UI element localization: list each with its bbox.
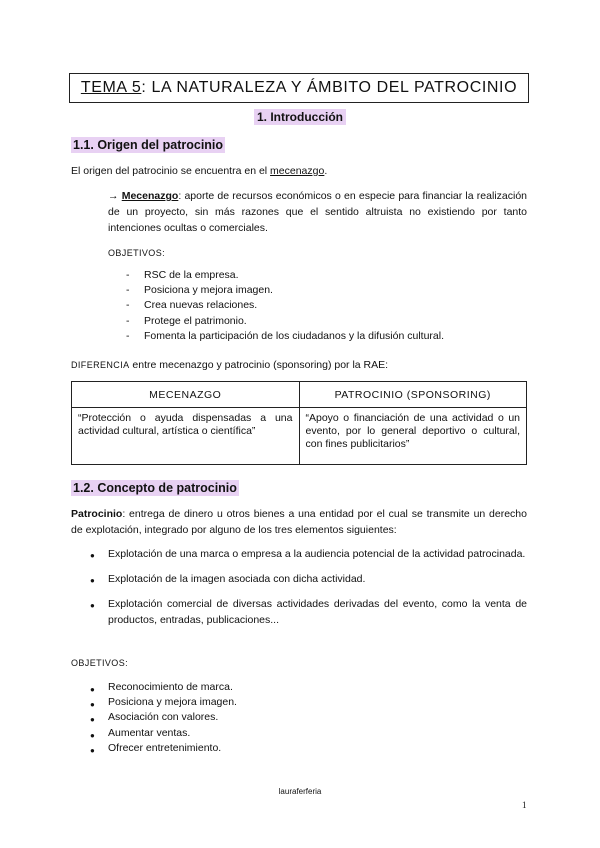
patrocinio-definition-text: : entrega de dinero u otros bienes a una entidad por el cual se transmite un derecho de explotación, integrado por alguno de los tres elementos siguientes: <box>71 508 527 536</box>
origin-paragraph <box>71 163 327 179</box>
difference-text: entre mecenazgo y patrocinio (sponsoring) por la RAE: <box>129 359 389 371</box>
list-item: ● Explotación de la imagen asociada con dicha actividad. <box>90 571 527 587</box>
origin-text: El origen del patrocinio se encuentra en el <box>71 165 271 177</box>
comparison-table <box>71 381 527 465</box>
list-item: - Protege el patrimonio. <box>126 314 444 329</box>
mecenazgo-term-bold: Mecenazgo <box>121 190 179 202</box>
subsection-1-1-heading <box>71 138 225 152</box>
mecenazgo-term: mecenazgo <box>270 165 325 177</box>
list-item: ● Asociación con valores. <box>90 710 527 725</box>
document-title <box>69 73 529 103</box>
table-row <box>72 408 527 465</box>
cell-mecenazgo-definition: “Protección o ayuda dispensadas a una actividad cultural, artística o científica” <box>72 408 300 465</box>
difference-label: DIFERENCIA <box>71 360 130 370</box>
list-item: ● Reconocimiento de marca. <box>90 680 527 695</box>
subsection-1-2-heading <box>71 481 239 495</box>
list-item: - Posiciona y mejora imagen. <box>126 283 444 298</box>
list-item: ● Explotación de una marca o empresa a la audiencia potencial de la actividad patrocinada. <box>90 546 527 562</box>
list-item: - Fomenta la participación de los ciudadanos y la difusión cultural. <box>126 329 444 344</box>
section-1-heading: 1. Introducción <box>254 109 346 125</box>
title-prefix: TEMA 5 <box>80 79 142 96</box>
patrocinio-term: Patrocinio <box>71 508 123 520</box>
arrow-icon: → <box>108 190 119 202</box>
section-heading <box>0 110 600 124</box>
cell-patrocinio-definition: “Apoyo o financiación de una actividad o un evento, por lo general deportivo o cultural, con fines publicitarios” <box>299 408 527 465</box>
patrocinio-objectives-list <box>90 680 527 756</box>
list-item: ● Ofrecer entretenimiento. <box>90 741 527 756</box>
subsection-1-2-heading-text: 1.2. Concepto de patrocinio <box>73 481 237 495</box>
list-item: ● Aumentar ventas. <box>90 726 527 741</box>
mecenazgo-objectives-list <box>126 268 444 344</box>
subsection-1-1-heading-text: 1.1. Origen del patrocinio <box>73 138 224 152</box>
exploitation-elements-list <box>90 546 527 628</box>
table-header-row <box>72 382 527 408</box>
column-header-mecenazgo: MECENAZGO <box>72 382 300 408</box>
page-number: 1 <box>522 800 527 810</box>
origin-period: . <box>324 165 328 177</box>
list-item: ● Posiciona y mejora imagen. <box>90 695 527 710</box>
column-header-patrocinio: PATROCINIO (SPONSORING) <box>299 382 527 408</box>
patrocinio-definition <box>71 506 527 538</box>
objectives-label-1: OBJETIVOS: <box>108 248 166 258</box>
footer-author: lauraferferia <box>278 787 322 796</box>
list-item: - Crea nuevas relaciones. <box>126 298 444 313</box>
mecenazgo-definition-text: : aporte de recursos económicos o en especie para financiar la realización de un proyecto, sin más razones que el sentido altruista no existiendo por tanto intenciones ocultas o comerciales. <box>108 190 528 234</box>
list-item: - RSC de la empresa. <box>126 268 444 283</box>
mecenazgo-definition <box>108 188 527 236</box>
list-item: ● Explotación comercial de diversas actividades derivadas del evento, como la venta de productos, entradas, publicaciones... <box>90 596 527 628</box>
objectives-label-2: OBJETIVOS: <box>71 658 129 668</box>
difference-paragraph <box>71 357 388 373</box>
title-rest: : LA NATURALEZA Y ÁMBITO DEL PATROCINIO <box>141 79 518 96</box>
